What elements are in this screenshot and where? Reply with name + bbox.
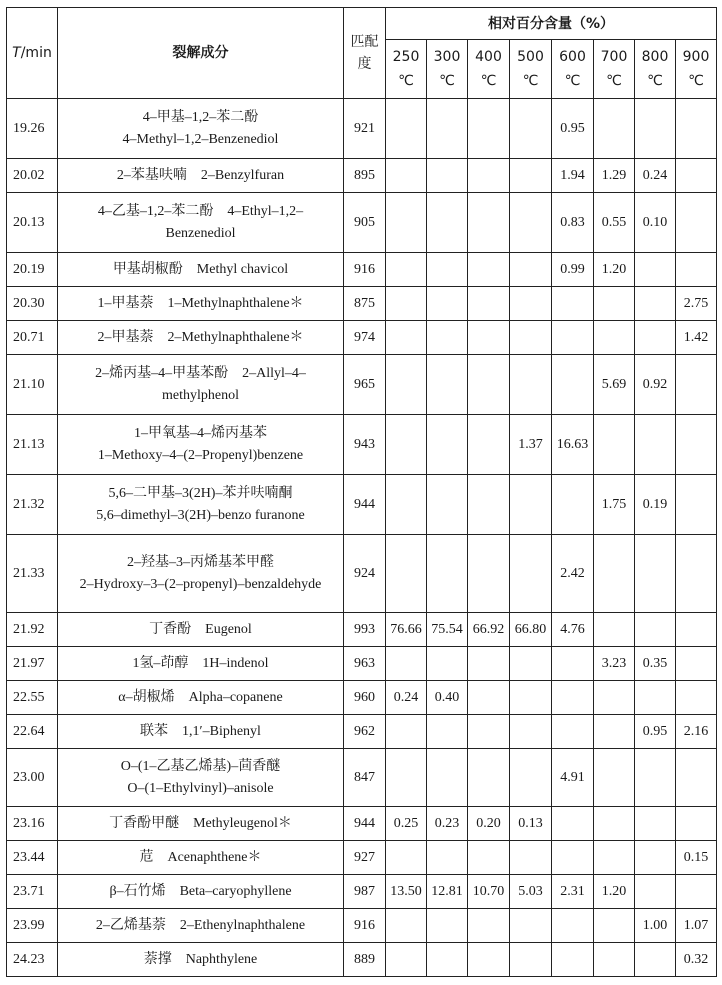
percent-value-cell <box>386 415 427 475</box>
component-name-line-1: α–胡椒烯 Alpha–copanene <box>118 689 283 705</box>
percent-value-cell <box>468 681 510 715</box>
table-row <box>7 807 717 841</box>
header-component: 裂解成分 <box>58 8 344 99</box>
header-temp-900: 900 ℃ <box>676 40 717 99</box>
match-score-cell: 974 <box>344 321 386 355</box>
percent-value-cell <box>552 681 594 715</box>
percent-value-cell <box>510 841 552 875</box>
percent-value-cell: 2.31 <box>552 875 594 909</box>
table-row <box>7 355 717 415</box>
retention-time-cell: 19.26 <box>7 99 58 159</box>
percent-value-cell <box>510 159 552 193</box>
percent-value-cell <box>676 355 717 415</box>
table-row <box>7 749 717 807</box>
component-name-line-1: 1氢–茚醇 1H–indenol <box>132 655 269 671</box>
percent-value-cell <box>427 647 468 681</box>
percent-value-cell <box>386 287 427 321</box>
percent-value-cell: 1.20 <box>594 875 635 909</box>
percent-value-cell <box>386 715 427 749</box>
percent-value-cell <box>676 193 717 253</box>
percent-value-cell <box>386 193 427 253</box>
percent-value-cell <box>427 715 468 749</box>
header-temp-250: 250 ℃ <box>386 40 427 99</box>
match-score-cell: 847 <box>344 749 386 807</box>
match-score-cell: 960 <box>344 681 386 715</box>
percent-value-cell <box>427 475 468 535</box>
percent-value-cell <box>594 613 635 647</box>
percent-value-cell <box>510 321 552 355</box>
component-name-line-1: 2–甲基萘 2–Methylnaphthalene＊ <box>97 329 304 345</box>
component-name-line-2: 5,6–dimethyl–3(2H)–benzo furanone <box>96 507 305 523</box>
percent-value-cell <box>427 841 468 875</box>
component-cell <box>58 535 344 613</box>
match-score-cell: 889 <box>344 943 386 977</box>
table-row <box>7 715 717 749</box>
percent-value-cell: 0.40 <box>427 681 468 715</box>
percent-value-cell: 76.66 <box>386 613 427 647</box>
table-row <box>7 647 717 681</box>
percent-value-cell <box>468 355 510 415</box>
percent-value-cell <box>510 287 552 321</box>
component-cell <box>58 807 344 841</box>
percent-value-cell <box>510 99 552 159</box>
percent-value-cell <box>386 749 427 807</box>
retention-time-cell: 20.71 <box>7 321 58 355</box>
percent-value-cell <box>552 841 594 875</box>
percent-value-cell <box>386 253 427 287</box>
match-score-cell: 916 <box>344 253 386 287</box>
retention-time-cell: 23.00 <box>7 749 58 807</box>
component-cell <box>58 99 344 159</box>
percent-value-cell: 10.70 <box>468 875 510 909</box>
percent-value-cell <box>386 841 427 875</box>
match-score-cell: 987 <box>344 875 386 909</box>
percent-value-cell <box>468 715 510 749</box>
component-name-line-1: 联苯 1,1′–Biphenyl <box>140 723 261 739</box>
header-row-1 <box>7 8 717 40</box>
retention-time-cell: 21.32 <box>7 475 58 535</box>
percent-value-cell <box>594 909 635 943</box>
component-name-line-1: 4–乙基–1,2–苯二酚 4–Ethyl–1,2– <box>97 203 304 219</box>
retention-time-cell: 23.16 <box>7 807 58 841</box>
percent-value-cell <box>552 287 594 321</box>
header-temp-300: 300 ℃ <box>427 40 468 99</box>
component-name-line-1: 4–甲基–1,2–苯二酚 <box>142 109 259 125</box>
table-row <box>7 681 717 715</box>
table-row <box>7 415 717 475</box>
percent-value-cell <box>676 99 717 159</box>
percent-value-cell <box>552 909 594 943</box>
header-time: T/min <box>7 8 58 99</box>
retention-time-cell: 23.99 <box>7 909 58 943</box>
percent-value-cell <box>676 681 717 715</box>
component-name-line-1: 2–乙烯基萘 2–Ethenylnaphthalene <box>95 917 306 933</box>
header-relative-percent: 相对百分含量（%） <box>386 8 717 40</box>
percent-value-cell: 66.92 <box>468 613 510 647</box>
percent-value-cell <box>635 943 676 977</box>
component-name-line-2: 1–Methoxy–4–(2–Propenyl)benzene <box>97 447 304 463</box>
percent-value-cell: 0.20 <box>468 807 510 841</box>
percent-value-cell <box>427 415 468 475</box>
percent-value-cell: 0.25 <box>386 807 427 841</box>
percent-value-cell <box>552 807 594 841</box>
table-row <box>7 99 717 159</box>
percent-value-cell <box>386 909 427 943</box>
percent-value-cell <box>594 99 635 159</box>
percent-value-cell: 5.69 <box>594 355 635 415</box>
table-row <box>7 909 717 943</box>
percent-value-cell: 1.37 <box>510 415 552 475</box>
percent-value-cell: 1.00 <box>635 909 676 943</box>
percent-value-cell <box>386 647 427 681</box>
percent-value-cell: 66.80 <box>510 613 552 647</box>
percent-value-cell: 0.95 <box>635 715 676 749</box>
component-name-line-1: 1–甲基萘 1–Methylnaphthalene＊ <box>97 295 304 311</box>
percent-value-cell <box>427 355 468 415</box>
component-cell <box>58 415 344 475</box>
percent-value-cell: 0.10 <box>635 193 676 253</box>
percent-value-cell <box>635 287 676 321</box>
component-name-line-2: methylphenol <box>162 387 239 403</box>
percent-value-cell <box>427 535 468 613</box>
component-name-line-1: 甲基胡椒酚 Methyl chavicol <box>112 261 289 277</box>
table-row <box>7 287 717 321</box>
percent-value-cell <box>468 475 510 535</box>
component-cell <box>58 715 344 749</box>
percent-value-cell <box>552 943 594 977</box>
component-name-line-1: 2–苯基呋喃 2–Benzylfuran <box>116 167 285 183</box>
percent-value-cell <box>468 253 510 287</box>
component-name-line-2: 2–Hydroxy–3–(2–propenyl)–benzaldehyde <box>79 576 322 592</box>
percent-value-cell <box>676 475 717 535</box>
component-cell <box>58 647 344 681</box>
component-cell <box>58 287 344 321</box>
percent-value-cell <box>427 909 468 943</box>
table-row <box>7 253 717 287</box>
percent-value-cell <box>386 321 427 355</box>
percent-value-cell <box>676 535 717 613</box>
percent-value-cell <box>386 943 427 977</box>
percent-value-cell <box>510 475 552 535</box>
match-score-cell: 993 <box>344 613 386 647</box>
component-name-line-1: 5,6–二甲基–3(2H)–苯并呋喃酮 <box>108 485 293 501</box>
percent-value-cell: 0.35 <box>635 647 676 681</box>
header-temp-400: 400 ℃ <box>468 40 510 99</box>
percent-value-cell: 0.19 <box>635 475 676 535</box>
component-cell <box>58 875 344 909</box>
percent-value-cell <box>594 841 635 875</box>
retention-time-cell: 20.02 <box>7 159 58 193</box>
retention-time-cell: 24.23 <box>7 943 58 977</box>
table-row <box>7 475 717 535</box>
percent-value-cell <box>468 99 510 159</box>
percent-value-cell: 16.63 <box>552 415 594 475</box>
percent-value-cell <box>676 875 717 909</box>
percent-value-cell <box>552 321 594 355</box>
percent-value-cell: 0.24 <box>635 159 676 193</box>
table-row <box>7 613 717 647</box>
percent-value-cell: 3.23 <box>594 647 635 681</box>
table-container <box>6 7 717 977</box>
percent-value-cell: 0.24 <box>386 681 427 715</box>
percent-value-cell: 1.42 <box>676 321 717 355</box>
percent-value-cell: 1.07 <box>676 909 717 943</box>
component-cell <box>58 321 344 355</box>
percent-value-cell <box>468 159 510 193</box>
retention-time-cell: 21.33 <box>7 535 58 613</box>
match-score-cell: 963 <box>344 647 386 681</box>
percent-value-cell <box>676 415 717 475</box>
percent-value-cell <box>510 681 552 715</box>
percent-value-cell <box>594 681 635 715</box>
retention-time-cell: 21.10 <box>7 355 58 415</box>
component-name-line-1: 2–羟基–3–丙烯基苯甲醛 <box>127 554 274 570</box>
table-row <box>7 159 717 193</box>
table-row <box>7 875 717 909</box>
percent-value-cell: 12.81 <box>427 875 468 909</box>
retention-time-cell: 20.30 <box>7 287 58 321</box>
percent-value-cell <box>510 535 552 613</box>
percent-value-cell <box>468 535 510 613</box>
component-cell <box>58 159 344 193</box>
percent-value-cell <box>468 415 510 475</box>
percent-value-cell: 5.03 <box>510 875 552 909</box>
percent-value-cell <box>635 99 676 159</box>
component-name-line-1: 1–甲氧基–4–烯丙基苯 <box>134 425 267 441</box>
match-score-cell: 943 <box>344 415 386 475</box>
percent-value-cell <box>427 287 468 321</box>
percent-value-cell <box>676 159 717 193</box>
percent-value-cell <box>635 807 676 841</box>
percent-value-cell <box>468 749 510 807</box>
retention-time-cell: 20.13 <box>7 193 58 253</box>
percent-value-cell <box>635 415 676 475</box>
percent-value-cell <box>468 193 510 253</box>
percent-value-cell: 13.50 <box>386 875 427 909</box>
match-score-cell: 916 <box>344 909 386 943</box>
percent-value-cell: 1.75 <box>594 475 635 535</box>
percent-value-cell <box>427 253 468 287</box>
percent-value-cell <box>552 475 594 535</box>
percent-value-cell: 75.54 <box>427 613 468 647</box>
match-score-cell: 924 <box>344 535 386 613</box>
header-temp-800: 800 ℃ <box>635 40 676 99</box>
table-row <box>7 841 717 875</box>
component-cell <box>58 841 344 875</box>
component-cell <box>58 253 344 287</box>
percent-value-cell <box>594 321 635 355</box>
match-score-cell: 905 <box>344 193 386 253</box>
retention-time-cell: 20.19 <box>7 253 58 287</box>
component-cell <box>58 355 344 415</box>
percent-value-cell <box>594 715 635 749</box>
percent-value-cell: 2.16 <box>676 715 717 749</box>
match-score-cell: 875 <box>344 287 386 321</box>
component-name-line-1: β–石竹烯 Beta–caryophyllene <box>109 883 292 899</box>
match-score-cell: 927 <box>344 841 386 875</box>
percent-value-cell <box>468 943 510 977</box>
retention-time-cell: 21.92 <box>7 613 58 647</box>
percent-value-cell: 0.55 <box>594 193 635 253</box>
component-name-line-1: 丁香酚 Eugenol <box>149 621 252 637</box>
component-cell <box>58 681 344 715</box>
percent-value-cell <box>552 715 594 749</box>
percent-value-cell: 2.42 <box>552 535 594 613</box>
match-score-cell: 944 <box>344 807 386 841</box>
percent-value-cell <box>427 159 468 193</box>
retention-time-cell: 22.55 <box>7 681 58 715</box>
percent-value-cell <box>635 321 676 355</box>
percent-value-cell <box>594 287 635 321</box>
component-name-line-2: Benzenediol <box>165 225 236 241</box>
percent-value-cell: 1.29 <box>594 159 635 193</box>
retention-time-cell: 23.44 <box>7 841 58 875</box>
percent-value-cell: 0.99 <box>552 253 594 287</box>
percent-value-cell <box>427 943 468 977</box>
percent-value-cell: 0.13 <box>510 807 552 841</box>
percent-value-cell: 0.83 <box>552 193 594 253</box>
header-temp-600: 600 ℃ <box>552 40 594 99</box>
percent-value-cell <box>510 749 552 807</box>
component-cell <box>58 613 344 647</box>
percent-value-cell: 2.75 <box>676 287 717 321</box>
header-match: 匹配度 <box>344 8 386 99</box>
percent-value-cell: 0.23 <box>427 807 468 841</box>
percent-value-cell <box>510 943 552 977</box>
component-cell <box>58 749 344 807</box>
pyrolysis-components-table <box>6 7 717 977</box>
retention-time-cell: 22.64 <box>7 715 58 749</box>
component-name-line-1: 苊 Acenaphthene＊ <box>139 849 262 865</box>
percent-value-cell: 4.76 <box>552 613 594 647</box>
percent-value-cell <box>594 807 635 841</box>
table-row <box>7 321 717 355</box>
percent-value-cell <box>468 841 510 875</box>
table-body <box>7 99 717 977</box>
retention-time-cell: 21.97 <box>7 647 58 681</box>
component-name-line-2: 4–Methyl–1,2–Benzenediol <box>122 131 279 147</box>
component-cell <box>58 475 344 535</box>
percent-value-cell <box>510 253 552 287</box>
percent-value-cell: 4.91 <box>552 749 594 807</box>
percent-value-cell <box>676 749 717 807</box>
percent-value-cell <box>386 355 427 415</box>
percent-value-cell <box>676 253 717 287</box>
match-score-cell: 921 <box>344 99 386 159</box>
component-name-line-1: 2–烯丙基–4–甲基苯酚 2–Allyl–4– <box>95 365 306 381</box>
percent-value-cell <box>635 681 676 715</box>
match-score-cell: 962 <box>344 715 386 749</box>
percent-value-cell: 0.92 <box>635 355 676 415</box>
header-temp-700: 700 ℃ <box>594 40 635 99</box>
match-score-cell: 895 <box>344 159 386 193</box>
match-score-cell: 965 <box>344 355 386 415</box>
component-cell <box>58 193 344 253</box>
percent-value-cell <box>552 647 594 681</box>
percent-value-cell <box>676 613 717 647</box>
percent-value-cell: 1.94 <box>552 159 594 193</box>
percent-value-cell <box>635 253 676 287</box>
percent-value-cell <box>635 613 676 647</box>
percent-value-cell <box>594 749 635 807</box>
percent-value-cell <box>468 287 510 321</box>
percent-value-cell <box>468 321 510 355</box>
component-name-line-1: 丁香酚甲醚 Methyleugenol＊ <box>109 815 292 831</box>
header-temp-500: 500 ℃ <box>510 40 552 99</box>
percent-value-cell <box>510 355 552 415</box>
percent-value-cell <box>510 193 552 253</box>
percent-value-cell <box>594 415 635 475</box>
percent-value-cell <box>427 193 468 253</box>
percent-value-cell <box>552 355 594 415</box>
percent-value-cell <box>635 841 676 875</box>
percent-value-cell <box>427 321 468 355</box>
component-cell <box>58 943 344 977</box>
percent-value-cell: 1.20 <box>594 253 635 287</box>
table-row <box>7 193 717 253</box>
percent-value-cell <box>635 875 676 909</box>
percent-value-cell <box>510 715 552 749</box>
component-name-line-2: O–(1–Ethylvinyl)–anisole <box>127 780 274 796</box>
percent-value-cell <box>386 535 427 613</box>
percent-value-cell <box>594 943 635 977</box>
component-name-line-1: 萘撑 Naphthylene <box>143 951 258 967</box>
percent-value-cell <box>510 909 552 943</box>
percent-value-cell <box>676 807 717 841</box>
percent-value-cell <box>468 647 510 681</box>
percent-value-cell: 0.95 <box>552 99 594 159</box>
retention-time-cell: 21.13 <box>7 415 58 475</box>
percent-value-cell <box>386 475 427 535</box>
percent-value-cell <box>468 909 510 943</box>
percent-value-cell <box>427 749 468 807</box>
percent-value-cell <box>427 99 468 159</box>
percent-value-cell <box>676 647 717 681</box>
percent-value-cell <box>386 99 427 159</box>
percent-value-cell <box>510 647 552 681</box>
match-score-cell: 944 <box>344 475 386 535</box>
component-cell <box>58 909 344 943</box>
percent-value-cell <box>594 535 635 613</box>
percent-value-cell <box>386 159 427 193</box>
table-row <box>7 943 717 977</box>
percent-value-cell: 0.15 <box>676 841 717 875</box>
percent-value-cell: 0.32 <box>676 943 717 977</box>
retention-time-cell: 23.71 <box>7 875 58 909</box>
table-row <box>7 535 717 613</box>
percent-value-cell <box>635 535 676 613</box>
component-name-line-1: O–(1–乙基乙烯基)–茴香醚 <box>120 758 281 774</box>
percent-value-cell <box>635 749 676 807</box>
